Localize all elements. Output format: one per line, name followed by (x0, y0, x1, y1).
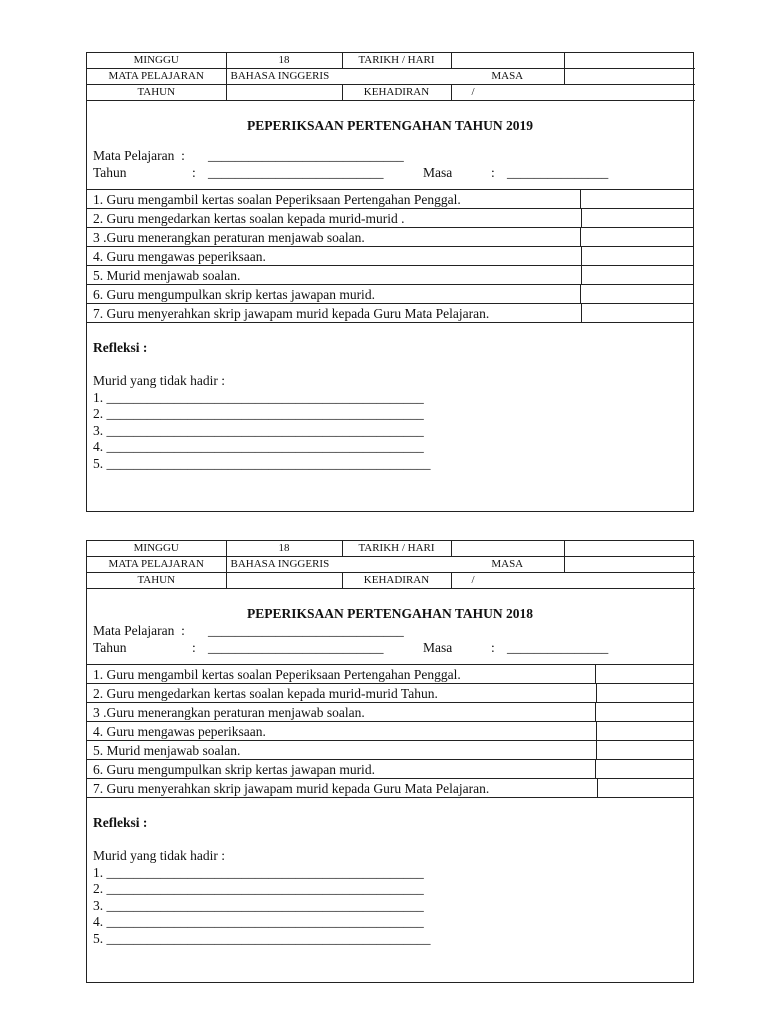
procedure-step: 4. Guru mengawas peperiksaan. (87, 247, 693, 266)
tahun-blank: __________________________ (208, 165, 384, 180)
masa-line-label: Masa (423, 640, 453, 655)
exam-title: PEPERIKSAAN PERTENGAHAN TAHUN 2019 (247, 118, 533, 133)
minggu-label: MINGGU (87, 53, 226, 69)
kehadiran-label: KEHADIRAN (342, 573, 451, 589)
absent-student-line: 4. _______________________________________________ (93, 439, 424, 454)
tarikh-extra-cell (564, 53, 695, 69)
masa-line-label: Masa (423, 165, 453, 180)
absent-student-line: 1. _______________________________________________ (93, 389, 424, 405)
tahun-line-label: Tahun (93, 640, 127, 655)
masa-colon: : (491, 165, 495, 180)
tahun-masa-line (87, 164, 693, 181)
masa-blank: _______________ (507, 165, 609, 180)
tahun-label: TAHUN (87, 573, 226, 589)
mata-pelajaran-line-label: Mata Pelajaran : (93, 623, 185, 638)
mata-pelajaran-value: BAHASA INGGERIS (226, 69, 451, 85)
procedure-step: 1. Guru mengambil kertas soalan Peperiksaan Pertengahan Penggal. (87, 190, 693, 209)
tarikh-extra-cell (564, 541, 695, 557)
absent-student-line: 5. ________________________________________________ (93, 930, 431, 946)
tarikh-value-cell (451, 53, 564, 69)
procedure-step: 4. Guru mengawas peperiksaan. (87, 722, 693, 741)
tarikh-value-cell (451, 541, 564, 557)
tarikh-label: TARIKH / HARI (342, 53, 451, 69)
masa-blank: _______________ (507, 640, 609, 655)
mata-pelajaran-label: MATA PELAJARAN (87, 69, 226, 85)
tick-column-divider (596, 684, 597, 702)
tick-column-divider (581, 247, 582, 265)
tick-column-divider (596, 741, 597, 759)
masa-value-cell (564, 69, 695, 85)
absent-student-line: 2. _______________________________________________ (93, 406, 424, 421)
exam-title: PEPERIKSAAN PERTENGAHAN TAHUN 2018 (247, 606, 533, 621)
tahun-colon: : (192, 640, 196, 655)
form-header-table (87, 541, 695, 589)
tick-column-divider (581, 304, 582, 322)
tahun-colon: : (192, 165, 196, 180)
masa-value-cell (564, 557, 695, 573)
procedure-step: 3 .Guru menerangkan peraturan menjawab soalan. (87, 228, 693, 247)
tarikh-label: TARIKH / HARI (342, 541, 451, 557)
absent-students-label: Murid yang tidak hadir : (93, 373, 225, 388)
masa-label: MASA (451, 69, 564, 85)
mata-pelajaran-line-label: Mata Pelajaran : (93, 148, 185, 163)
tick-column-divider (596, 722, 597, 740)
procedure-step: 6. Guru mengumpulkan skrip kertas jawapan murid. (87, 760, 693, 779)
tahun-masa-line (87, 639, 693, 656)
tick-column-divider (597, 779, 598, 797)
tahun-value-cell (226, 85, 342, 101)
tick-column-divider (581, 266, 582, 284)
tahun-value-cell (226, 573, 342, 589)
absent-student-line: 2. _______________________________________________ (93, 881, 424, 896)
tahun-label: TAHUN (87, 85, 226, 101)
kehadiran-label: KEHADIRAN (342, 85, 451, 101)
minggu-value: 18 (226, 541, 342, 557)
masa-label: MASA (451, 557, 564, 573)
kehadiran-value: / (451, 85, 695, 101)
procedure-steps (87, 189, 693, 323)
minggu-label: MINGGU (87, 541, 226, 557)
refleksi-heading: Refleksi : (93, 340, 148, 355)
procedure-step: 5. Murid menjawab soalan. (87, 741, 693, 760)
exam-form-2019 (86, 52, 694, 512)
mata-pelajaran-blank: _____________________________ (208, 148, 404, 163)
form-header-table (87, 53, 695, 101)
absent-students-label: Murid yang tidak hadir : (93, 848, 225, 863)
procedure-step: 1. Guru mengambil kertas soalan Peperiksaan Pertengahan Penggal. (87, 665, 693, 684)
tick-column-divider (595, 665, 596, 683)
absent-student-line: 1. _______________________________________________ (93, 864, 424, 880)
absent-student-line: 3. _______________________________________________ (93, 422, 424, 438)
mata-pelajaran-line (87, 147, 693, 164)
procedure-step: 5. Murid menjawab soalan. (87, 266, 693, 285)
tick-column-divider (580, 190, 581, 208)
procedure-step: 7. Guru menyerahkan skrip jawapam murid kepada Guru Mata Pelajaran. (87, 304, 693, 323)
minggu-value: 18 (226, 53, 342, 69)
exam-form-2018 (86, 540, 694, 983)
tick-column-divider (580, 228, 581, 246)
procedure-step: 7. Guru menyerahkan skrip jawapam murid kepada Guru Mata Pelajaran. (87, 779, 693, 798)
tahun-blank: __________________________ (208, 640, 384, 655)
mata-pelajaran-label: MATA PELAJARAN (87, 557, 226, 573)
mata-pelajaran-line (87, 622, 693, 639)
mata-pelajaran-value: BAHASA INGGERIS (226, 557, 451, 573)
procedure-step: 2. Guru mengedarkan kertas soalan kepada murid-murid Tahun. (87, 684, 693, 703)
tick-column-divider (595, 760, 596, 778)
procedure-step: 6. Guru mengumpulkan skrip kertas jawapan murid. (87, 285, 693, 304)
mata-pelajaran-blank: _____________________________ (208, 623, 404, 638)
tick-column-divider (581, 209, 582, 227)
tahun-line-label: Tahun (93, 165, 127, 180)
procedure-step: 3 .Guru menerangkan peraturan menjawab soalan. (87, 703, 693, 722)
absent-student-line: 5. ________________________________________________ (93, 455, 431, 471)
refleksi-heading: Refleksi : (93, 815, 148, 830)
tick-column-divider (580, 285, 581, 303)
procedure-steps (87, 664, 693, 798)
masa-colon: : (491, 640, 495, 655)
absent-student-line: 4. _______________________________________________ (93, 914, 424, 929)
procedure-step: 2. Guru mengedarkan kertas soalan kepada murid-murid . (87, 209, 693, 228)
absent-student-line: 3. _______________________________________________ (93, 897, 424, 913)
tick-column-divider (595, 703, 596, 721)
kehadiran-value: / (451, 573, 695, 589)
